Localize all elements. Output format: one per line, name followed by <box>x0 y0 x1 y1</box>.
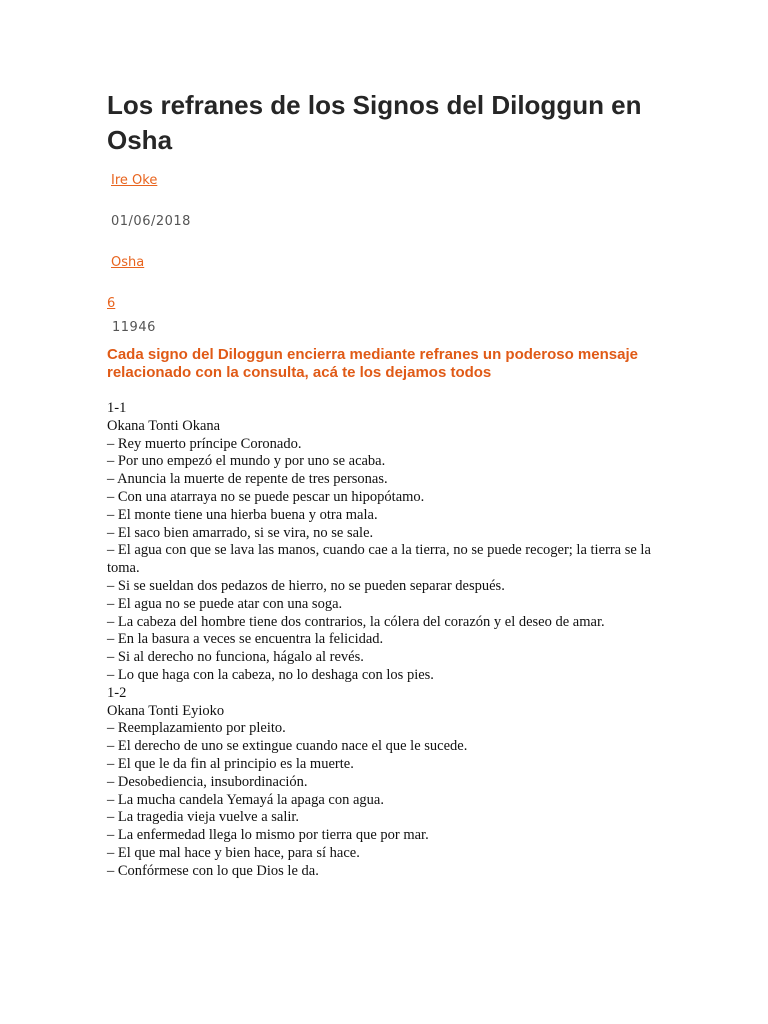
content-line: – La cabeza del hombre tiene dos contrarios, la cólera del corazón y el deseo de amar. <box>107 613 605 630</box>
content-line: – El que le da fin al principio es la muerte. <box>107 755 354 772</box>
content-line: – Confórmese con lo que Dios le da. <box>107 862 319 879</box>
content-line: – El agua no se puede atar con una soga. <box>107 595 343 612</box>
content-line: – El que mal hace y bien hace, para sí hace. <box>107 844 360 861</box>
content-line: – Reemplazamiento por pleito. <box>107 720 286 737</box>
publish-date: 01/06/2018 <box>111 214 191 229</box>
content-line: – Por uno empezó el mundo y por uno se acaba. <box>107 453 386 470</box>
content-line: Okana Tonti Eyioko <box>107 702 225 719</box>
content-line: – La tragedia vieja vuelve a salir. <box>107 809 300 826</box>
content-line: Okana Tonti Okana <box>107 417 221 434</box>
article-body <box>107 400 667 881</box>
content-line: 1-2 <box>107 684 127 701</box>
views-count: 11946 <box>112 320 156 335</box>
content-line: – Desobediencia, insubordinación. <box>107 773 308 790</box>
content-line: – El saco bien amarrado, si se vira, no se sale. <box>107 524 374 541</box>
content-line: – Rey muerto príncipe Coronado. <box>107 435 302 452</box>
article-title: Los refranes de los Signos del Diloggun en Osha <box>107 90 642 155</box>
content-line: – Anuncia la muerte de repente de tres personas. <box>107 471 388 488</box>
author-link[interactable]: Ire Oke <box>111 173 158 188</box>
content-line: – En la basura a veces se encuentra la felicidad. <box>107 631 384 648</box>
content-line: – La mucha candela Yemayá la apaga con agua. <box>107 791 384 808</box>
content-line: – Si se sueldan dos pedazos de hierro, no se pueden separar después. <box>107 577 505 594</box>
comments-count-link[interactable]: 6 <box>107 296 116 311</box>
category-link[interactable]: Osha <box>111 255 145 270</box>
article-lead: Cada signo del Diloggun encierra mediante refranes un poderoso mensaje relacionado con la consulta, acá te los dejamos todos <box>107 346 638 381</box>
content-line: – El agua con que se lava las manos, cuando cae a la tierra, no se puede recoger; la tierra se la toma. <box>107 542 651 577</box>
content-line: – El monte tiene una hierba buena y otra mala. <box>107 506 378 523</box>
content-line: – El derecho de uno se extingue cuando nace el que le sucede. <box>107 738 468 755</box>
content-line: 1-1 <box>107 400 127 416</box>
content-line: – La enfermedad llega lo mismo por tierra que por mar. <box>107 827 429 844</box>
content-line: – Lo que haga con la cabeza, no lo deshaga con los pies. <box>107 666 434 683</box>
content-line: – Con una atarraya no se puede pescar un hipopótamo. <box>107 488 425 505</box>
content-line: – Si al derecho no funciona, hágalo al revés. <box>107 649 364 666</box>
